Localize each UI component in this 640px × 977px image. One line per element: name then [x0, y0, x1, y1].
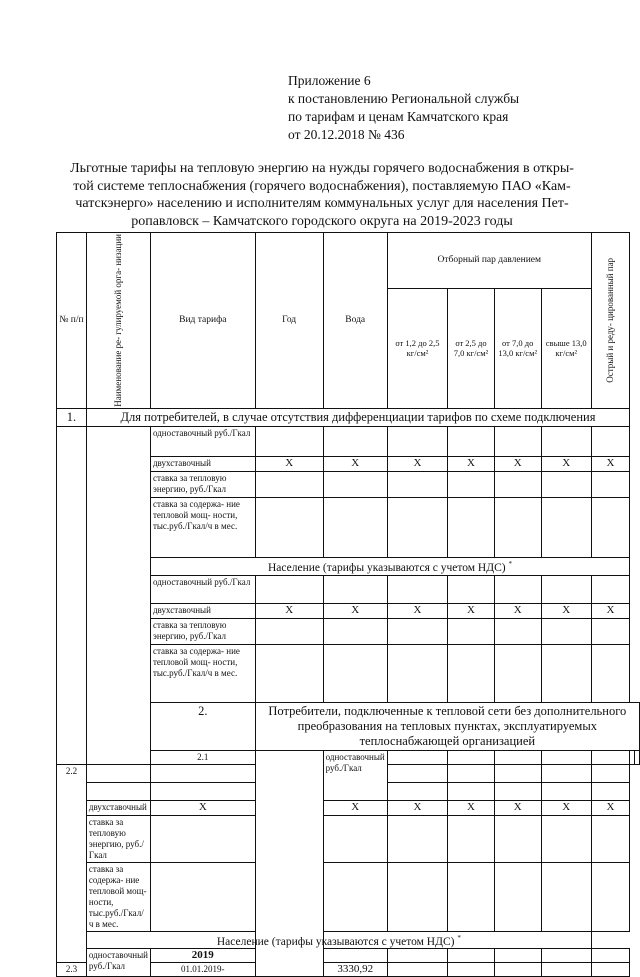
- date-value: 01.01.2019-: [150, 963, 255, 977]
- header-pressure-4: свыше 13,0 кг/см²: [541, 289, 591, 409]
- tariff-one-rate: одноставочный руб./Гкал: [150, 575, 255, 603]
- tariff-capacity-rate: ставка за содержа- ние тепловой мощ- ности, тыс.руб./Гкал/ч в мес.: [150, 497, 255, 557]
- x-mark: X: [387, 603, 447, 618]
- header-pressure-3: от 7,0 до 13,0 кг/см²: [494, 289, 541, 409]
- x-mark: X: [255, 603, 323, 618]
- tariff-heat-rate: ставка за тепловую энергию, руб./Гкал: [150, 471, 255, 497]
- header-tariff-type: Вид тарифа: [150, 233, 255, 409]
- population-row: Население (тарифы указываются с учетом НДС) *: [86, 931, 591, 949]
- x-mark: X: [448, 603, 495, 618]
- x-mark: X: [323, 603, 387, 618]
- header-org: Наименование ре- гулируемой орга- низации: [113, 234, 124, 407]
- x-mark: X: [387, 800, 447, 815]
- title-line: чатскэнерго» населению и исполнителям коммунальных услуг для населения Пет-: [75, 196, 569, 211]
- appendix-line: от 20.12.2018 № 436: [288, 127, 405, 142]
- x-mark: X: [591, 456, 629, 471]
- x-mark: X: [591, 603, 629, 618]
- tariff-heat-rate: ставка за тепловую энергию, руб./Гкал: [150, 618, 255, 644]
- appendix-line: по тарифам и ценам Камчатского края: [288, 109, 509, 124]
- header-year: Год: [255, 233, 323, 409]
- appendix-line: к постановлению Региональной службы: [288, 91, 520, 106]
- tariff-one-rate: одноставочный руб./Гкал: [86, 949, 150, 977]
- header-water: Вода: [323, 233, 387, 409]
- x-mark: X: [323, 456, 387, 471]
- x-mark: X: [591, 800, 629, 815]
- tariff-capacity-rate: ставка за содержа- ние тепловой мощ- ности, тыс.руб./Гкал/ч в мес.: [86, 862, 150, 931]
- title-line: той системе теплоснабжения (горячего водоснабжения), поставляемую ПАО «Кам-: [73, 178, 571, 194]
- tariff-table: [56, 232, 640, 977]
- tariff-capacity-rate: ставка за содержа- ние тепловой мощ- ности, тыс.руб./Гкал/ч в мес.: [150, 644, 255, 702]
- x-mark: X: [323, 800, 387, 815]
- section-title: Для потребителей, в случае отсутствия дифференциации тарифов по схеме подключения: [86, 408, 629, 426]
- x-mark: X: [541, 800, 591, 815]
- header-pressure-2: от 2,5 до 7,0 кг/см²: [448, 289, 495, 409]
- header-sharp-steam: Острый и реду- цированный пар: [605, 258, 616, 383]
- year-value: 2019: [150, 949, 255, 963]
- document-title: [40, 160, 604, 230]
- header-num: № п/п: [57, 233, 87, 409]
- tariff-one-rate: одноставочный руб./Гкал: [323, 750, 387, 800]
- tariff-heat-rate: ставка за тепловую энергию, руб./Гкал: [86, 815, 150, 862]
- x-mark: X: [541, 456, 591, 471]
- x-mark: X: [494, 456, 541, 471]
- title-line: ропавловск – Камчатского городского округа на 2019-2023 годы: [131, 213, 513, 229]
- tariff-two-rate: двухставочный: [150, 603, 255, 618]
- population-row: Население (тарифы указываются с учетом НДС) *: [150, 557, 629, 575]
- tariff-two-rate: двухставочный: [86, 800, 150, 815]
- tariff-one-rate: одноставочный руб./Гкал: [150, 426, 255, 456]
- subsection-num: 2.1: [150, 750, 255, 764]
- header-steam: Отборный пар давлением: [387, 233, 591, 289]
- x-mark: X: [448, 800, 495, 815]
- tariff-two-rate: двухставочный: [150, 456, 255, 471]
- water-value: 3330,92: [323, 963, 387, 977]
- section-num: 1.: [57, 408, 87, 426]
- section-num: 2.: [150, 702, 255, 750]
- x-mark: X: [255, 456, 323, 471]
- section-title: Потребители, подключенные к тепловой сети без дополнительного преобразования на тепловых пунктах, эксплуатируемых теплоснабжающей организацией: [255, 702, 639, 750]
- appendix-line: Приложение 6: [288, 73, 371, 88]
- x-mark: X: [494, 603, 541, 618]
- x-mark: X: [150, 800, 255, 815]
- x-mark: X: [494, 800, 541, 815]
- appendix-block: [288, 72, 519, 144]
- header-pressure-1: от 1,2 до 2,5 кг/см²: [387, 289, 447, 409]
- subsection-num: 2.3: [57, 963, 87, 977]
- x-mark: X: [448, 456, 495, 471]
- x-mark: X: [387, 456, 447, 471]
- x-mark: X: [541, 603, 591, 618]
- title-line: Льготные тарифы на тепловую энергию на нужды горячего водоснабжения в откры-: [70, 161, 574, 176]
- subsection-num: 2.2: [57, 764, 87, 963]
